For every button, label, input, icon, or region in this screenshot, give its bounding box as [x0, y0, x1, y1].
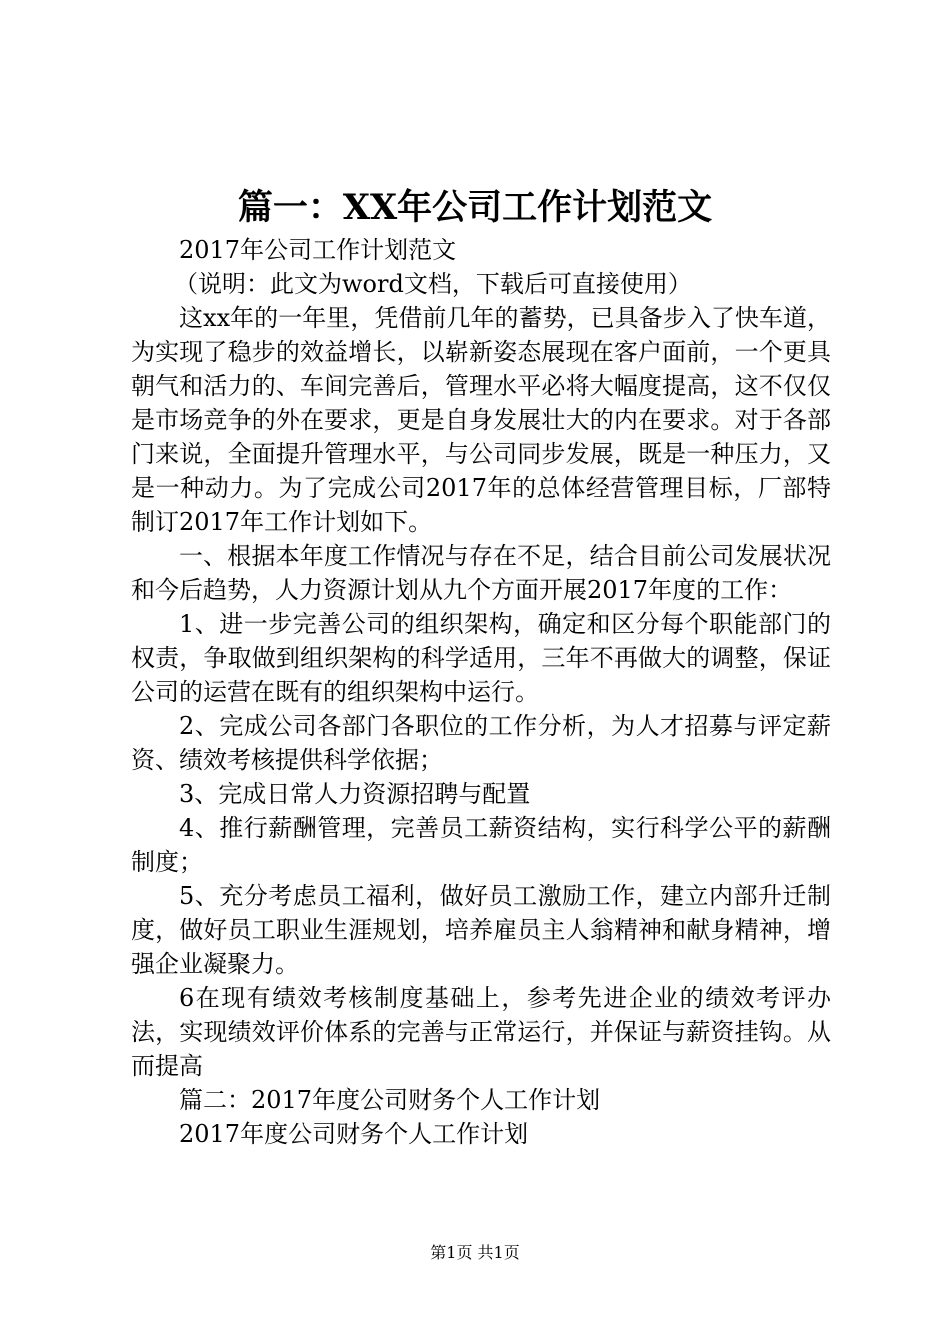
page-footer: 第1页 共1页 — [430, 1243, 520, 1262]
paragraph-item-1: 1、进一步完善公司的组织架构，确定和区分每个职能部门的权责，争取做到组织架构的科学适用，三年不再做大的调整，保证公司的运营在既有的组织架构中运行。 — [131, 610, 831, 706]
paragraph-part-two-heading: 篇二：2017年度公司财务个人工作计划 — [179, 1086, 601, 1114]
paragraph-note: （说明：此文为word文档，下载后可直接使用） — [174, 270, 692, 298]
paragraph-intro: 这xx年的一年里，凭借前几年的蓄势，已具备步入了快车道，为实现了稳步的效益增长，以崭新姿态展现在客户面前，一个更具朝气和活力的、车间完善后，管理水平必将大幅度提高，这不仅仅是市场竞争的外在要求，更是自身发展壮大的内在要求。对于各部门来说，全面提升管理水平，与公司同步发展，既是一种压力，又是一种动力。为了完成公司2017年的总体经营管理目标，厂部特制订2017年工作计划如下。 — [131, 304, 831, 536]
paragraph-item-2: 2、完成公司各部门各职位的工作分析，为人才招募与评定薪资、绩效考核提供科学依据； — [131, 712, 831, 774]
paragraph-item-4: 4、推行薪酬管理，完善员工薪资结构，实行科学公平的薪酬制度； — [131, 814, 831, 876]
paragraph-item-6: 6在现有绩效考核制度基础上，参考先进企业的绩效考评办法，实现绩效评价体系的完善与正常运行，并保证与薪资挂钩。从而提高 — [131, 984, 831, 1080]
paragraph-item-5: 5、充分考虑员工福利，做好员工激励工作，建立内部升迁制度，做好员工职业生涯规划，培养雇员主人翁精神和献身精神，增强企业凝聚力。 — [131, 882, 831, 978]
paragraph-part-two-subtitle: 2017年度公司财务个人工作计划 — [179, 1120, 529, 1148]
paragraph-item-3: 3、完成日常人力资源招聘与配置 — [179, 780, 531, 808]
paragraph-subtitle: 2017年公司工作计划范文 — [179, 236, 457, 264]
document-body — [131, 233, 831, 1151]
page-title: 篇一：XX年公司工作计划范文 — [237, 187, 713, 228]
paragraph-section-one: 一、根据本年度工作情况与存在不足，结合目前公司发展状况和今后趋势，人力资源计划从九个方面开展2017年度的工作： — [131, 542, 831, 604]
